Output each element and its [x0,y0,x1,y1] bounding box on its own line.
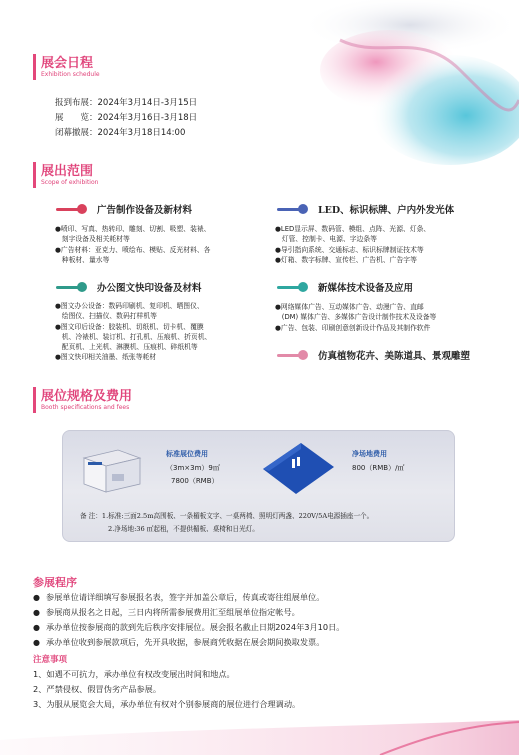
decorative-smoke-image [300,0,519,170]
list-item: ●图文印后设备：胶装机、切纸机、切卡机、覆膜 [55,322,204,331]
category-items-office [55,301,211,363]
scope-subtitle: Scope of exhibition [41,179,99,186]
list-item: ●广告材料：亚克力、喷绘布、模贴、反光材料、各 [55,245,211,254]
raw-space-name: 净场地费用 [352,450,387,458]
category-title: 办公图文快印设备及材料 [97,283,202,294]
category-dot-icon [298,282,308,292]
category-office-printing [56,280,202,294]
standard-booth-size: （3m×3m）9㎡ [166,464,220,472]
list-item: ●导引指向系统、交通标志、标识标牌制证技术等 [275,245,424,254]
procedure-item [33,592,324,603]
notes-title: 注意事项 [33,655,68,665]
category-dot-icon [298,350,308,360]
scope-title: 展出范围 [41,164,94,179]
bullet-icon: ● [33,623,40,632]
category-artificial-plants [277,348,470,362]
booth-fee-panel [62,430,455,542]
standard-booth-image [78,444,146,496]
section-accent-bar [33,162,36,188]
standard-booth-name: 标准展位费用 [166,450,208,458]
procedure-item [33,607,300,618]
note-item: 2、严禁侵权、假冒伪劣产品参展。 [33,684,162,694]
schedule-row-exhibition: 展 览：2024年3月16日-3月18日 [55,113,198,123]
list-item: ●广告、包装、印刷创意创新设计作品及其制作软件 [275,323,431,332]
procedure-text: 参展单位请详细填写参展报名表，签字并加盖公章后，传真或寄往组展单位。 [46,592,325,602]
bullet-icon: ● [33,638,40,647]
list-item: 绘图仪、扫描仪、数码打样机等 [55,312,157,321]
section-accent-bar [33,387,36,413]
category-title: 新媒体技术设备及应用 [318,283,414,294]
list-item: (DM) 媒体广告、多媒体广告设计制作技术及设备等 [275,313,437,322]
procedure-text: 参展商从报名之日起，三日内将所需参展费用汇至组展单位指定帐号。 [46,607,300,617]
list-item: 灯管、控制卡、电源、字边条等 [275,235,377,244]
list-item: ●图文办公设备：数码印刷机、复印机、晒图仪、 [55,302,204,310]
raw-space-image [261,439,336,496]
schedule-subtitle: Exhibition schedule [41,71,100,78]
booth-title: 展位规格及费用 [41,389,133,404]
category-advertising-equipment [56,202,192,216]
category-items-led [275,224,430,265]
booth-note-2: 2.净场地:36 ㎡起租，不提供楣板、桌椅和日光灯。 [108,525,259,533]
bullet-icon: ● [33,608,40,617]
list-item: ●灯箱、数字标牌、宣传栏、广告机、广告字等 [275,255,417,264]
list-item: 配页机、上光机、淋膜机、压痕机、碎纸机等 [55,343,198,352]
procedure-item [33,637,324,648]
category-title: LED、标识标牌、户内外发光体 [318,205,455,216]
procedure-title: 参展程序 [33,576,77,589]
category-title: 仿真植物花卉、美陈道具、景观雕塑 [318,351,471,362]
list-item: ●图文快印相关油墨、纸张等耗材 [55,353,157,362]
list-item: ●喷印、写真、热转印、雕刻、切割、吸塑、装裱、 [55,225,211,233]
booth-subtitle: Booth specifications and fees [41,404,130,411]
schedule-title: 展会日程 [41,56,94,71]
category-dot-icon [77,282,87,292]
procedure-text: 承办单位按参展商的款到先后秩序安排展位。展会报名截止日期2024年3月10日。 [46,622,345,632]
bullet-icon: ● [33,593,40,602]
category-title: 广告制作设备及新材料 [97,205,193,216]
category-items-new-media [275,302,436,333]
raw-space-price: 800（RMB）/㎡ [352,464,405,472]
category-dot-icon [298,204,308,214]
list-item: 刻字设备及相关耗材等 [55,235,130,244]
note-item: 3、为服从展览会大局，承办单位有权对个别参展商的展位进行合理调动。 [33,699,301,709]
decorative-bottom-image [0,700,519,755]
procedure-text: 承办单位收到参展款项后，先开具收据，参展商凭收据在展会期间换取发票。 [46,637,325,647]
schedule-row-checkin: 报到布展：2024年3月14日-3月15日 [55,98,198,108]
section-accent-bar [33,54,36,80]
category-led-signage [277,202,454,216]
standard-booth-price: 7800（RMB） [171,477,219,485]
list-item: ●网络媒体广告、互动媒体广告、动漫广告、直邮 [275,303,424,311]
list-item: 种板材、量水等 [55,255,110,264]
category-new-media [277,280,413,294]
booth-note-1: 备 注：1.标准:三面2.5m高围板、一条楣板文字、一桌两椅、照明灯两盏、220V/5A电源插座一个。 [80,512,374,520]
category-items-advertising [55,224,210,265]
schedule-row-closing: 闭幕撤展：2024年3月18日14:00 [55,128,186,138]
procedure-item [33,622,344,633]
note-item: 1、如遇不可抗力，承办单位有权改变展出时间和地点。 [33,669,235,679]
list-item: ●LED显示屏、数码管、模组、点阵、光源、灯条、 [275,225,431,233]
list-item: 机、冷裱机、装订机、打孔机、压痕机、折页机、 [55,332,212,341]
category-dot-icon [77,204,87,214]
